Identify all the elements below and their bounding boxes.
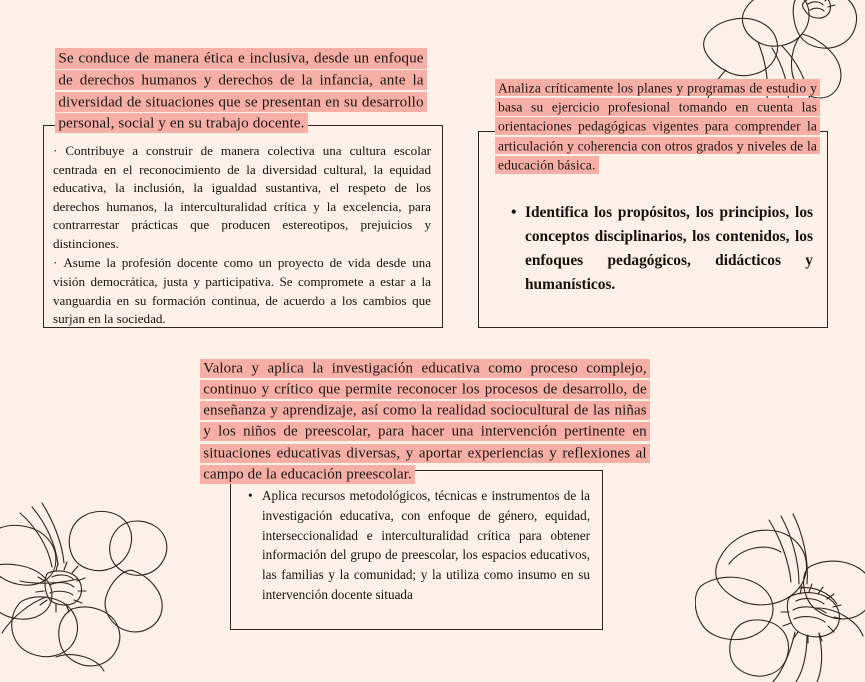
card-headline	[495, 78, 820, 174]
card-headline	[200, 358, 650, 486]
card-bullet: · Asume la profesión docente como un proyecto de vida desde una visión democrática, justa y participativa. Se compromete a estar a la vanguardia en su formación continua, de acuerdo a los cambios que surjan en la sociedad.	[53, 254, 431, 328]
card-bullet-list	[508, 201, 813, 297]
card-bullet: • Aplica recursos metodológicos, técnicas e instrumentos de la investigación educativa, con enfoque de género, equidad, interseccionalidad e interculturalidad crítica para obtener información del grupo de preescolar, los espacios educativos, las familias y la comunidad; y la utiliza como insumo en su intervención docente situada	[262, 486, 590, 605]
card-bullet-list	[245, 486, 590, 605]
card-bullet: • Identifica los propósitos, los principios, los conceptos disciplinarios, los contenidos, los enfoques pedagógicos, didácticos y humanísticos.	[525, 201, 813, 297]
flower-line-art-bottom-left-icon	[0, 493, 176, 678]
card-headline-text: Valora y aplica la investigación educativa como proceso complejo, continuo y crítico que permite reconocer los procesos de desarrollo, de enseñanza y aprendizaje, así como la realidad sociocultural de las niñas y los niños de preescolar, para hacer una intervención pertinente en situaciones educativas diversas, y aportar experiencias y reflexiones al campo de la educación preescolar.	[200, 359, 650, 484]
card-headline-text: Analiza críticamente los planes y programas de estudio y basa su ejercicio profesional tomando en cuenta las orientaciones pedagógicas vigentes para comprender la articulación y coherencia con otros grados y niveles de la educación básica.	[495, 79, 820, 174]
card-headline-text: Se conduce de manera ética e inclusiva, desde un enfoque de derechos humanos y derechos de la infancia, ante la diversidad de situaciones que se presentan en su desarrollo personal, social y en su trabajo docente.	[55, 48, 427, 133]
card-bullet: · Contribuye a construir de manera colectiva una cultura escolar centrada en el reconocimiento de la diversidad cultural, la equidad educativa, la inclusión, la igualdad sustantiva, el respeto de los derechos humanos, la interculturalidad crítica y la excelencia, para contrarrestar prácticas que producen estereotipos, prejuicios y distinciones.	[53, 142, 431, 253]
card-body	[53, 142, 431, 329]
card-headline	[55, 48, 427, 134]
card-body	[508, 201, 813, 297]
flower-line-art-bottom-right-icon	[695, 512, 865, 682]
card-body	[245, 486, 590, 605]
